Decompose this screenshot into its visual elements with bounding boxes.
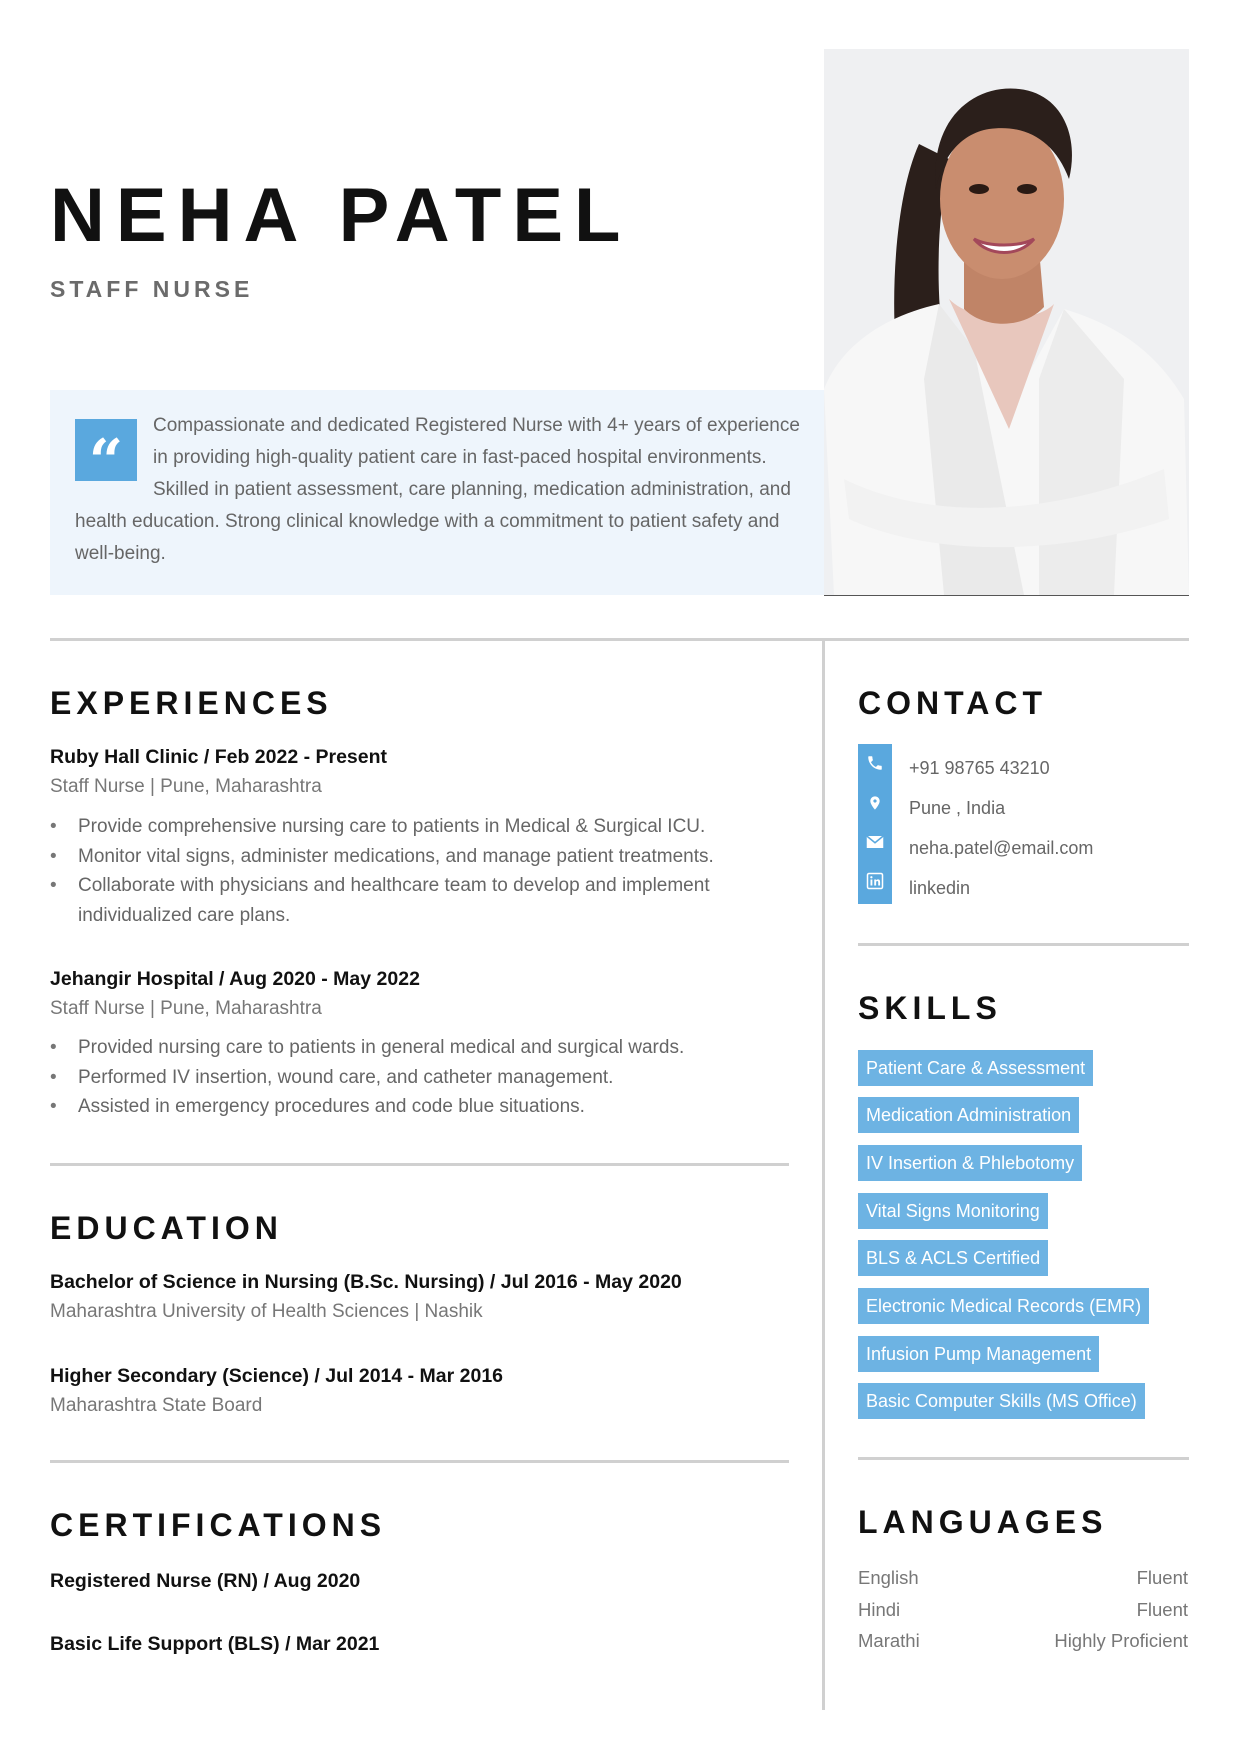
education-school: Maharashtra University of Health Sciences | Nashik bbox=[50, 1301, 483, 1322]
experience-subheading: Staff Nurse | Pune, Maharashtra bbox=[50, 998, 322, 1019]
skill-tag: Patient Care & Assessment bbox=[858, 1050, 1093, 1086]
language-name: Marathi bbox=[858, 1630, 920, 1651]
education-heading: EDUCATION bbox=[50, 1210, 283, 1246]
divider-skills bbox=[858, 943, 1189, 946]
skill-tag: Electronic Medical Records (EMR) bbox=[858, 1288, 1149, 1324]
experience-bullets bbox=[50, 1033, 765, 1122]
language-name: English bbox=[858, 1567, 919, 1588]
quote-icon: “ bbox=[75, 419, 137, 481]
language-row bbox=[858, 1599, 1188, 1621]
list-item: • Provided nursing care to patients in general medical and surgical wards. bbox=[50, 1033, 765, 1063]
profile-photo-illustration bbox=[824, 49, 1189, 595]
location-pin-icon bbox=[858, 794, 892, 815]
divider-education bbox=[50, 1163, 789, 1166]
skill-tag: Vital Signs Monitoring bbox=[858, 1193, 1048, 1229]
skill-tag: BLS & ACLS Certified bbox=[858, 1240, 1048, 1276]
divider-languages bbox=[858, 1457, 1189, 1460]
languages-heading: LANGUAGES bbox=[858, 1504, 1108, 1540]
certification-item: Basic Life Support (BLS) / Mar 2021 bbox=[50, 1633, 380, 1655]
contact-phone: +91 98765 43210 bbox=[909, 758, 1050, 778]
divider-vertical bbox=[822, 640, 825, 1710]
email-icon bbox=[858, 834, 892, 852]
language-level: Fluent bbox=[1136, 1567, 1188, 1588]
list-item: • Monitor vital signs, administer medications, and manage patient treatments. bbox=[50, 842, 765, 872]
language-row bbox=[858, 1630, 1188, 1652]
linkedin-icon bbox=[858, 872, 892, 893]
language-row bbox=[858, 1567, 1188, 1589]
list-item: • Collaborate with physicians and healthcare team to develop and implement individualized care plans. bbox=[50, 871, 765, 930]
list-item: • Performed IV insertion, wound care, and catheter management. bbox=[50, 1063, 765, 1093]
list-item: • Assisted in emergency procedures and code blue situations. bbox=[50, 1092, 765, 1122]
contact-linkedin[interactable]: linkedin bbox=[909, 878, 971, 898]
skill-tag: Infusion Pump Management bbox=[858, 1336, 1099, 1372]
list-item: • Provide comprehensive nursing care to patients in Medical & Surgical ICU. bbox=[50, 812, 765, 842]
skill-tag: Medication Administration bbox=[858, 1097, 1079, 1133]
contact-email[interactable]: neha.patel@email.com bbox=[909, 838, 1094, 858]
language-level: Highly Proficient bbox=[1054, 1630, 1188, 1651]
skill-tag: Basic Computer Skills (MS Office) bbox=[858, 1383, 1145, 1419]
phone-icon bbox=[858, 754, 892, 775]
skills-heading: SKILLS bbox=[858, 990, 1002, 1026]
certifications-heading: CERTIFICATIONS bbox=[50, 1507, 387, 1543]
education-school: Maharashtra State Board bbox=[50, 1395, 263, 1416]
experience-bullets bbox=[50, 812, 765, 930]
skill-tag: IV Insertion & Phlebotomy bbox=[858, 1145, 1082, 1181]
contact-icon-strip bbox=[858, 744, 892, 904]
divider-certifications bbox=[50, 1460, 789, 1463]
language-level: Fluent bbox=[1136, 1599, 1188, 1620]
experience-heading: Jehangir Hospital / Aug 2020 - May 2022 bbox=[50, 968, 420, 990]
contact-heading: CONTACT bbox=[858, 685, 1048, 721]
contact-location: Pune , India bbox=[909, 798, 1006, 818]
certification-item: Registered Nurse (RN) / Aug 2020 bbox=[50, 1570, 361, 1592]
divider-top bbox=[50, 638, 1189, 641]
experiences-heading: EXPERIENCES bbox=[50, 685, 333, 721]
summary-box bbox=[50, 390, 825, 595]
profile-photo bbox=[824, 49, 1189, 596]
education-degree: Bachelor of Science in Nursing (B.Sc. Nursing) / Jul 2016 - May 2020 bbox=[50, 1271, 682, 1293]
education-degree: Higher Secondary (Science) / Jul 2014 - Mar 2016 bbox=[50, 1365, 504, 1387]
candidate-name: NEHA PATEL bbox=[50, 173, 632, 258]
summary-text: Compassionate and dedicated Registered Nurse with 4+ years of experience in providing high-quality patient care in fast-paced hospital environments. Skilled in patient assessment, care planning, medication administration, and health education. Strong clinical knowledge with a commitment to patient safety and well-being. bbox=[75, 415, 800, 564]
summary-text-wrap bbox=[75, 410, 800, 570]
experience-heading: Ruby Hall Clinic / Feb 2022 - Present bbox=[50, 746, 388, 768]
experience-subheading: Staff Nurse | Pune, Maharashtra bbox=[50, 776, 322, 797]
job-title: STAFF NURSE bbox=[50, 276, 254, 302]
language-name: Hindi bbox=[858, 1599, 901, 1620]
